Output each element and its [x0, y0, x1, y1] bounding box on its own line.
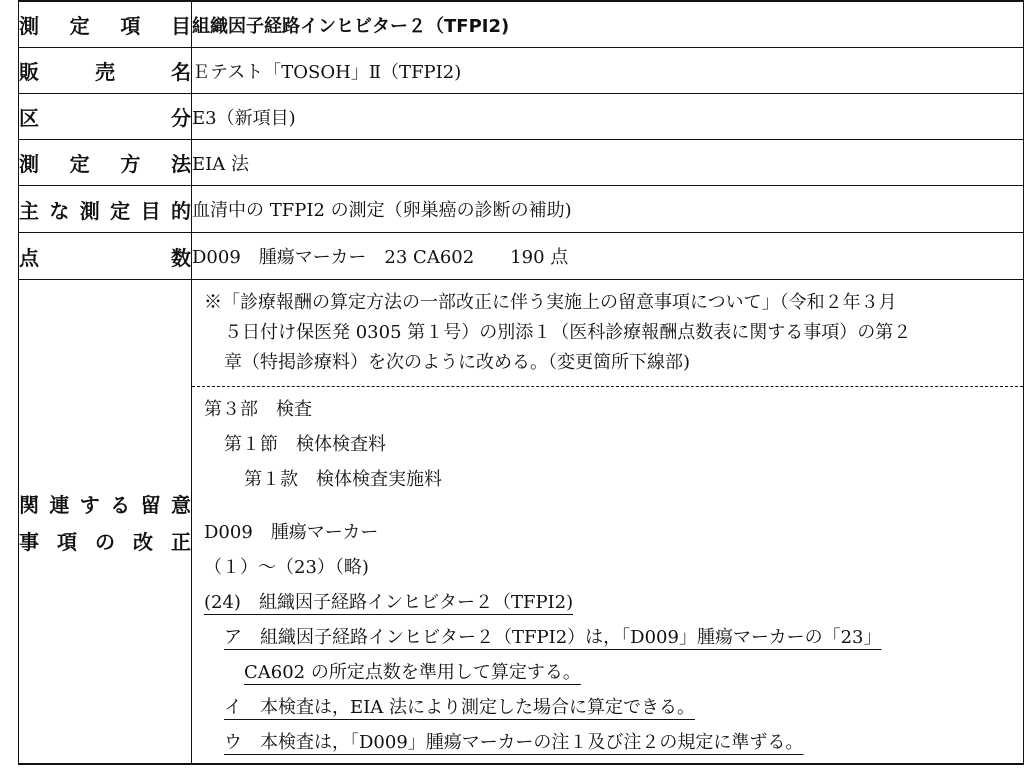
notice-line: ※「診療報酬の算定方法の一部改正に伴う実施上の留意事項について」（令和２年３月	[204, 292, 897, 313]
subitem-a-cont	[204, 658, 1011, 693]
label-char: な	[49, 198, 70, 223]
label-char: 的	[170, 198, 191, 223]
label-char: 目	[140, 198, 161, 223]
label-char: 定	[69, 152, 90, 176]
table-row	[19, 233, 1024, 280]
spread-label	[19, 489, 191, 518]
label-char: 法	[170, 152, 191, 176]
table-row	[19, 48, 1024, 94]
notice-line: ５日付け保医発 0305 第１号）の別添１（医科診療報酬点数表に関する事項）の第２	[224, 322, 912, 343]
spacer	[204, 500, 1011, 518]
label-char: の	[95, 529, 115, 554]
label-char: 分	[171, 106, 191, 130]
row-label-purpose	[19, 186, 192, 233]
label-char: 売	[95, 60, 115, 84]
label-char: 測	[19, 152, 39, 176]
spread-label	[19, 195, 191, 224]
item-heading: D009 腫瘍マーカー	[204, 522, 379, 543]
spread-label	[19, 10, 191, 39]
label-char: 名	[171, 60, 191, 84]
label-char: 定	[110, 198, 131, 223]
underlined-text: ウ 本検査は，「D009」腫瘍マーカーの注１及び注２の規定に準ずる。	[224, 732, 804, 753]
revision-notice	[192, 280, 1023, 387]
label-char: 数	[171, 245, 191, 270]
row-value-points: D009 腫瘍マーカー 23 CA602 190 点	[192, 233, 1024, 280]
label-char: 方	[120, 152, 141, 176]
spread-label	[19, 148, 191, 177]
table-row	[19, 280, 1024, 765]
label-char: 測	[19, 14, 39, 38]
label-char: 目	[170, 14, 191, 38]
label-char: 項	[57, 529, 77, 554]
label-char: 主	[19, 198, 39, 223]
row-label-test-item	[19, 1, 192, 48]
row-label-category	[19, 94, 192, 140]
info-table	[18, 0, 1024, 765]
label-char: 改	[133, 529, 153, 554]
row-value-method: EIA 法	[192, 140, 1024, 186]
item-range: （１）～（23）（略)	[204, 557, 369, 578]
subitem-a	[204, 623, 1011, 658]
underlined-text: イ 本検査は，EIA 法により測定した場合に算定できる。	[224, 697, 695, 718]
part-heading: 第３部 検査	[204, 399, 312, 420]
label-char: 定	[69, 14, 90, 38]
row-value-category: E3（新項目)	[192, 94, 1024, 140]
label-char: す	[79, 492, 100, 517]
subitem-i	[204, 693, 1011, 728]
label-char: 測	[79, 198, 100, 223]
underlined-text: ア 組織因子経路インヒビター２（TFPI2）は，「D009」腫瘍マーカーの「23」	[224, 627, 882, 648]
spread-label	[19, 526, 191, 555]
underlined-text: CA602 の所定点数を準用して算定する。	[244, 662, 581, 683]
table-row	[19, 1, 1024, 48]
label-char: る	[110, 492, 131, 517]
table-row	[19, 94, 1024, 140]
label-char: 関	[19, 492, 39, 517]
label-char: 意	[170, 492, 191, 517]
row-label-product-name	[19, 48, 192, 94]
table-row	[19, 186, 1024, 233]
row-value-test-item: 組織因子経路インヒビター２（TFPI2)	[192, 1, 1024, 48]
label-char: 事	[19, 529, 39, 554]
label-char: 項	[120, 14, 141, 38]
row-label-method	[19, 140, 192, 186]
table-row	[19, 140, 1024, 186]
label-char: 点	[19, 245, 39, 270]
row-value-revision	[192, 280, 1024, 765]
document-sheet	[18, 0, 1024, 778]
row-value-product-name: Ｅテスト「TOSOH」Ⅱ（TFPI2)	[192, 48, 1024, 94]
label-char: 正	[171, 529, 191, 554]
label-char: 留	[140, 492, 161, 517]
spread-label	[19, 102, 191, 131]
underlined-text: (24) 組織因子経路インヒビター２（TFPI2)	[204, 592, 574, 613]
row-value-purpose: 血清中の TFPI2 の測定（卵巣癌の診断の補助)	[192, 186, 1024, 233]
subitem-u	[204, 728, 1011, 763]
label-char: 販	[19, 60, 39, 84]
revision-label-lines	[19, 489, 191, 555]
label-char: 連	[49, 492, 70, 517]
revision-body	[192, 387, 1023, 763]
notice-line: 章（特掲診療料）を次のように改める。（変更箇所下線部)	[224, 352, 691, 373]
clause-heading: 第１款 検体検査実施料	[244, 469, 442, 490]
new-item-heading	[204, 588, 1011, 623]
spread-label	[19, 56, 191, 85]
section-heading: 第１節 検体検査料	[224, 434, 386, 455]
row-label-revision	[19, 280, 192, 765]
label-char: 区	[19, 106, 39, 130]
row-label-points	[19, 233, 192, 280]
spread-label	[19, 242, 191, 271]
